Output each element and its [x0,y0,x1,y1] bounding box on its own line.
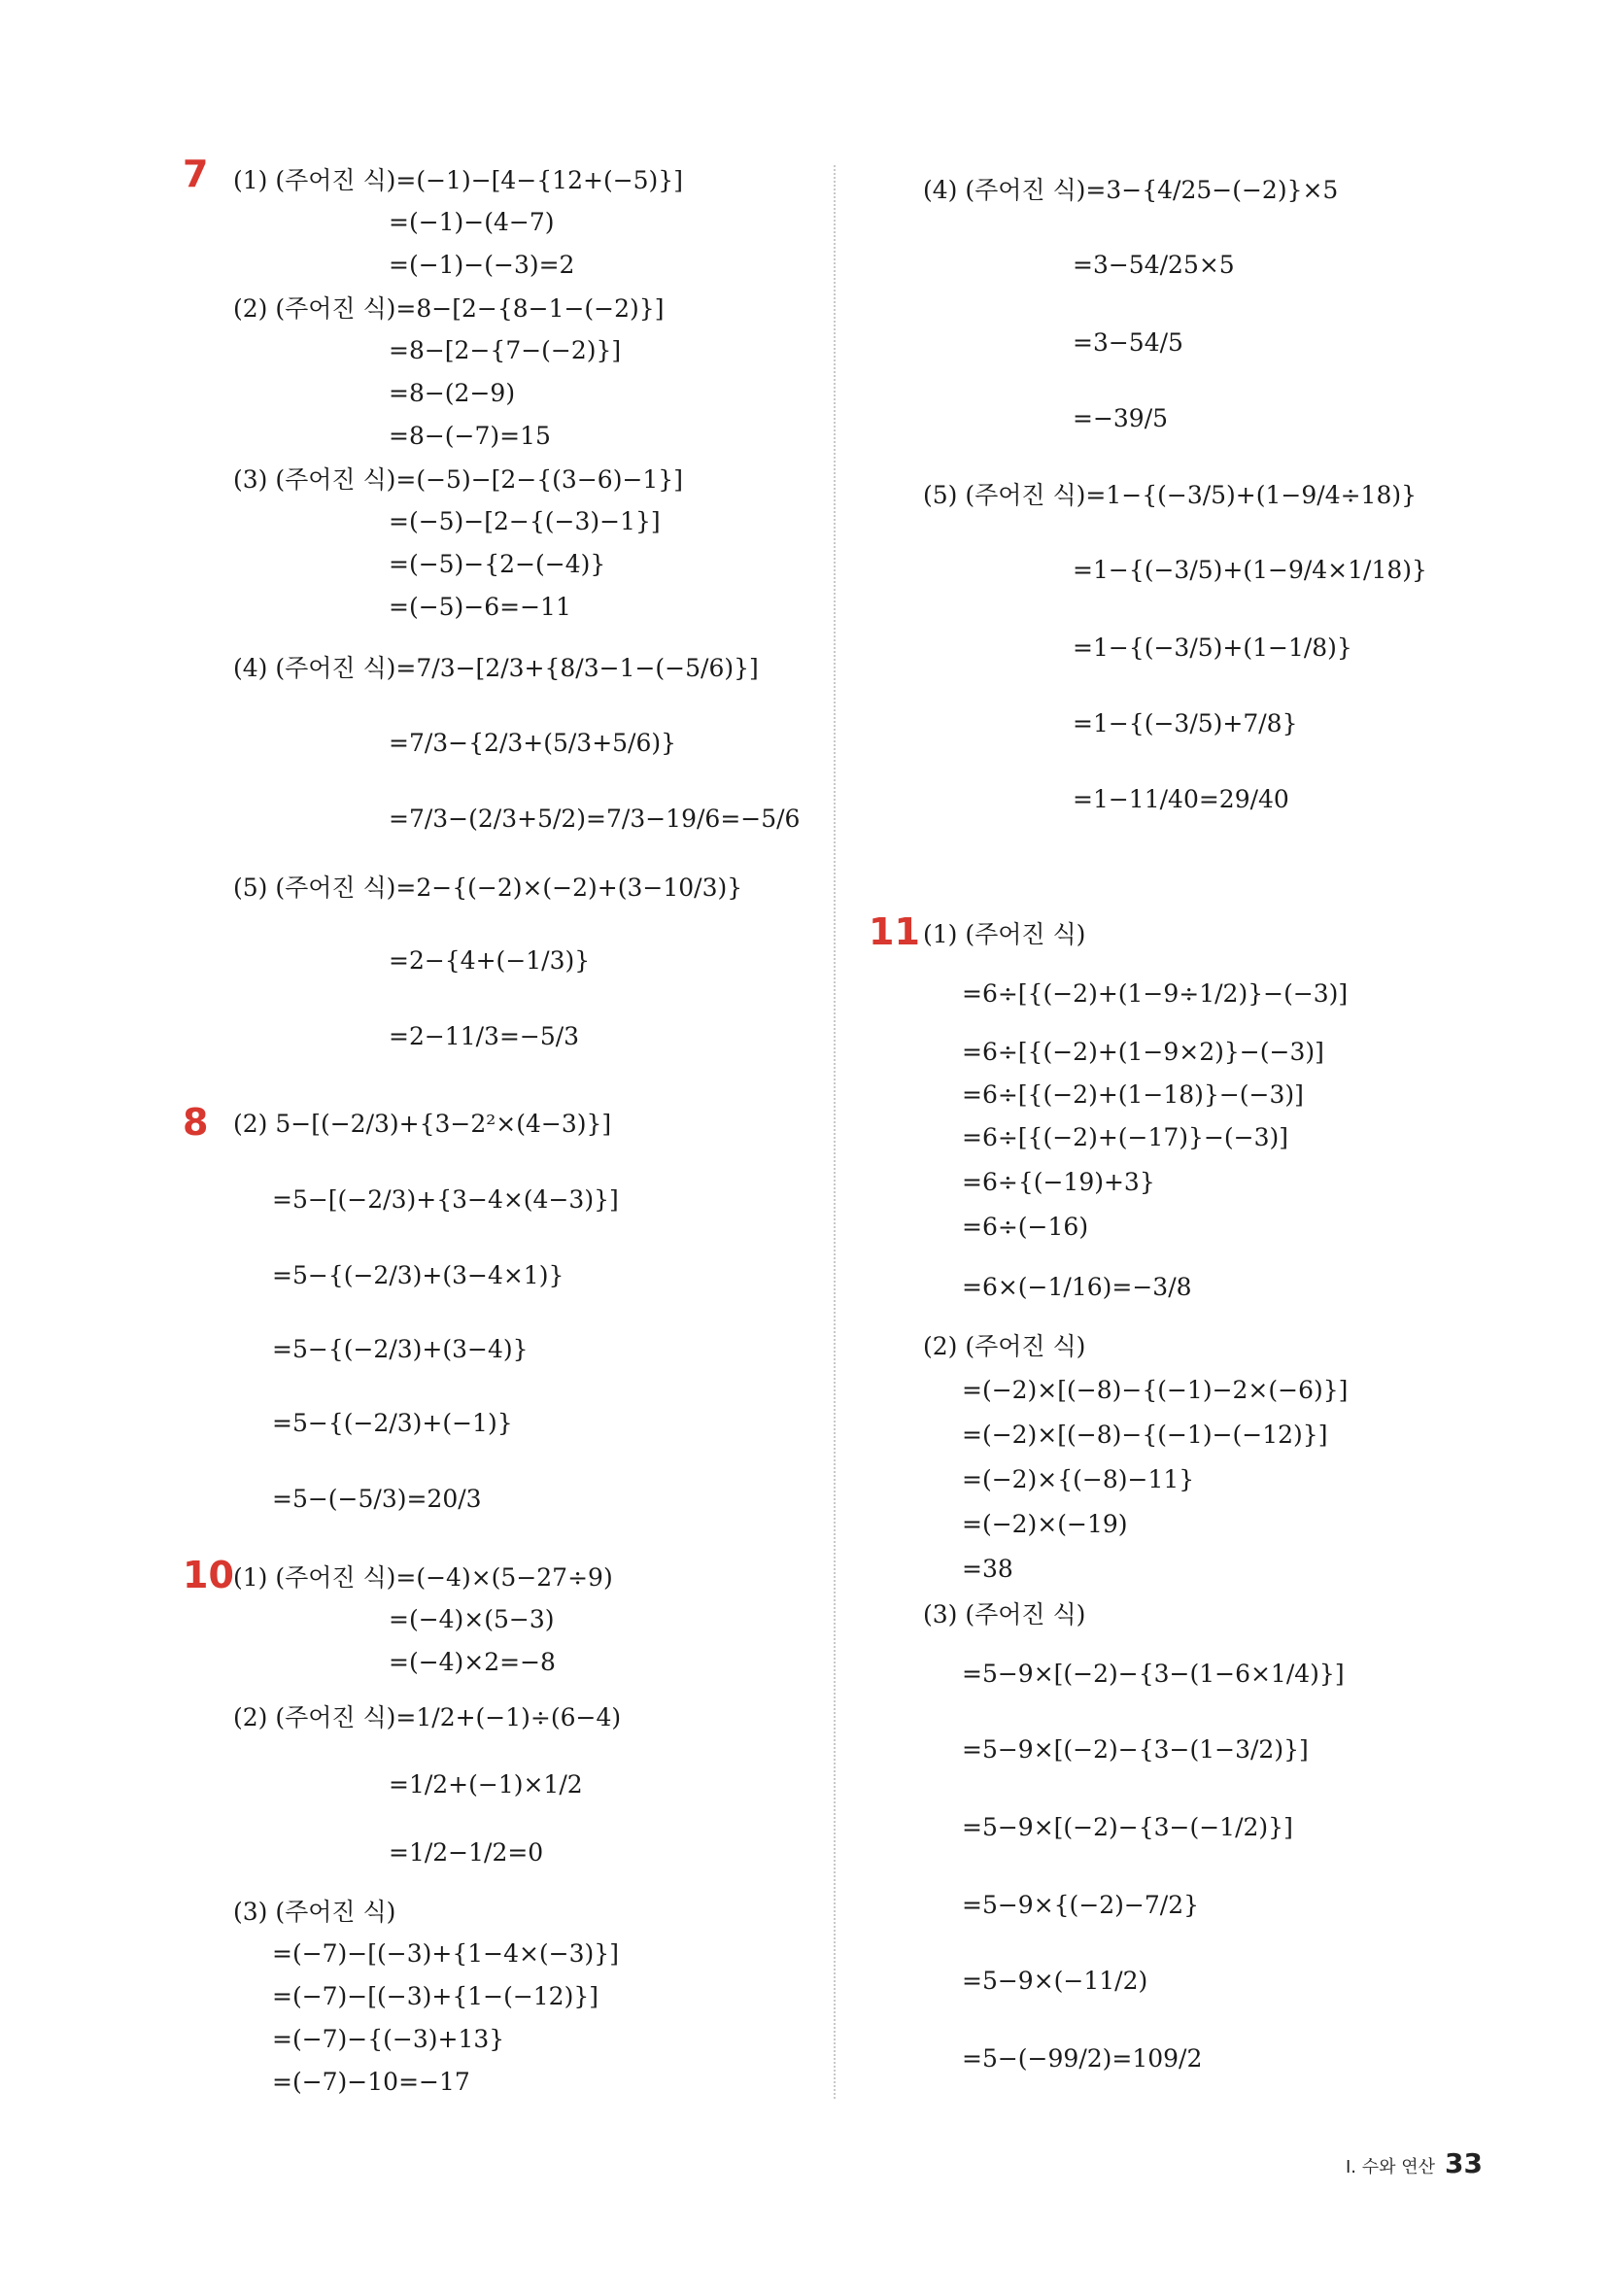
equation-line: =6÷[{(−2)+(1−9×2)}−(−3)] [962,1037,1324,1066]
equation-line: =7/3−{2/3+(5/3+5/6)} [389,728,677,757]
equation-line: =5−{(−2/3)+(3−4)} [272,1334,529,1363]
equation-line: =(−2)×{(−8)−11} [962,1464,1195,1493]
equation-line: =5−(−5/3)=20/3 [272,1484,482,1513]
equation-line: (1) (주어진 식)=(−4)×(5−27÷9) [233,1563,613,1592]
equation-line: =(−4)×(5−3) [389,1604,555,1633]
equation-line: =2−11/3=−5/3 [389,1021,580,1050]
equation-line: =(−7)−[(−3)+{1−(−12)}] [272,1981,598,2010]
section-label: I. 수와 연산 [1346,2157,1436,2177]
equation-line: =6÷(−16) [962,1212,1089,1241]
equation-line: =5−{(−2/3)+(−1)} [272,1408,513,1437]
equation-line: =(−5)−6=−11 [389,592,571,621]
equation-line: =8−[2−{7−(−2)}] [389,335,622,364]
equation-line: (5) (주어진 식)=1−{(−3/5)+(1−9/4÷18)} [923,481,1418,509]
equation-line: (5) (주어진 식)=2−{(−2)×(−2)+(3−10/3)} [233,874,743,902]
equation-line: =2−{4+(−1/3)} [389,945,591,975]
equation-line: =(−1)−(4−7) [389,207,555,236]
equation-line: =(−7)−{(−3)+13} [272,2024,505,2053]
equation-line: =5−9×{(−2)−7/2} [962,1890,1200,1919]
equation-line: =(−7)−[(−3)+{1−4×(−3)}] [272,1938,619,1968]
equation-line: =1−{(−3/5)+(1−1/8)} [1073,633,1352,662]
equation-line: =(−5)−{2−(−4)} [389,549,606,578]
equation-line: =1−{(−3/5)+7/8} [1073,708,1298,737]
equation-line: (2) (주어진 식)=1/2+(−1)÷(6−4) [233,1703,622,1731]
column-divider [834,165,836,2099]
problem-number: 10 [183,1554,234,1596]
equation-line: (2) (주어진 식)=8−[2−{8−1−(−2)}] [233,294,665,323]
equation-line: =6÷[{(−2)+(1−9÷1/2)}−(−3)] [962,978,1349,1008]
equation-line: =1/2−1/2=0 [389,1837,544,1867]
equation-line: =6÷[{(−2)+(1−18)}−(−3)] [962,1079,1304,1109]
equation-line: (1) (주어진 식)=(−1)−[4−{12+(−5)}] [233,166,683,194]
equation-line: =38 [962,1554,1013,1583]
equation-line: =(−4)×2=−8 [389,1647,556,1676]
equation-line: =8−(2−9) [389,378,516,407]
equation-line: =(−2)×[(−8)−{(−1)−2×(−6)}] [962,1375,1349,1404]
equation-line: =5−[(−2/3)+{3−4×(4−3)}] [272,1184,619,1214]
equation-line: (2) 5−[(−2/3)+{3−2²×(4−3)}] [233,1109,612,1138]
equation-line: (2) (주어진 식) [923,1332,1086,1360]
equation-line: =5−9×[(−2)−{3−(−1/2)}] [962,1812,1293,1841]
equation-line: =(−1)−(−3)=2 [389,250,575,279]
equation-line: =5−{(−2/3)+(3−4×1)} [272,1260,564,1289]
equation-line: =5−9×(−11/2) [962,1966,1148,1995]
equation-line: =−39/5 [1073,403,1169,432]
equation-line: =(−2)×[(−8)−{(−1)−(−12)}] [962,1420,1328,1449]
page-number: 33 [1445,2147,1483,2179]
page-footer [1346,2147,1483,2179]
equation-line: =5−9×[(−2)−{3−(1−6×1/4)}] [962,1659,1345,1688]
equation-line: =(−2)×(−19) [962,1509,1128,1538]
equation-line: =1−11/40=29/40 [1073,784,1289,813]
equation-line: =6÷[{(−2)+(−17)}−(−3)] [962,1122,1288,1151]
equation-line: (1) (주어진 식) [923,920,1086,948]
problem-number: 11 [869,910,920,953]
equation-line: =8−(−7)=15 [389,421,551,450]
equation-line: (3) (주어진 식) [923,1600,1086,1628]
equation-line: =6÷{(−19)+3} [962,1167,1155,1196]
equation-line: =(−7)−10=−17 [272,2067,470,2096]
equation-line: (3) (주어진 식) [233,1898,396,1926]
problem-number: 8 [183,1101,209,1144]
equation-line: =7/3−(2/3+5/2)=7/3−19/6=−5/6 [389,804,801,833]
equation-line: =3−54/25×5 [1073,250,1235,279]
equation-line: =(−5)−[2−{(−3)−1}] [389,506,661,535]
problem-number: 7 [183,153,209,195]
equation-line: =1−{(−3/5)+(1−9/4×1/18)} [1073,555,1427,584]
equation-line: =5−(−99/2)=109/2 [962,2043,1203,2073]
equation-line: =3−54/5 [1073,327,1183,357]
equation-line: =6×(−1/16)=−3/8 [962,1272,1192,1301]
equation-line: (3) (주어진 식)=(−5)−[2−{(3−6)−1}] [233,465,683,494]
equation-line: =5−9×[(−2)−{3−(1−3/2)}] [962,1734,1309,1764]
equation-line: =1/2+(−1)×1/2 [389,1769,583,1799]
equation-line: (4) (주어진 식)=3−{4/25−(−2)}×5 [923,176,1339,204]
equation-line: (4) (주어진 식)=7/3−[2/3+{8/3−1−(−5/6)}] [233,654,759,682]
